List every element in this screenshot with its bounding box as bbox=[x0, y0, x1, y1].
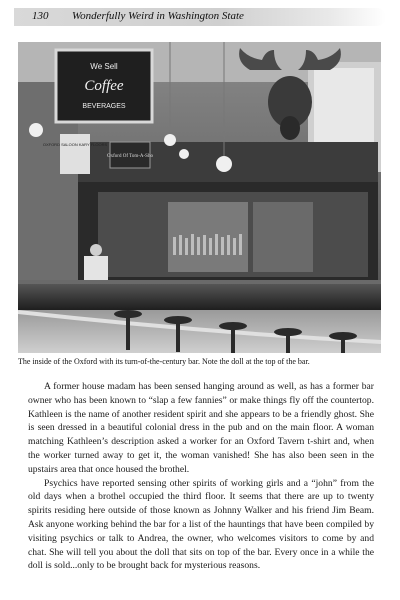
running-header bbox=[14, 8, 386, 26]
neon-sign-brand: Coffee bbox=[84, 78, 124, 94]
body-text bbox=[28, 380, 374, 573]
neon-sign-beverages: BEVERAGES bbox=[82, 103, 126, 110]
photo-caption: The inside of the Oxford with its turn-of-the-century bar. Note the doll at the top of the bar. bbox=[18, 357, 310, 366]
bar-photo bbox=[18, 42, 381, 353]
page-number: 130 bbox=[32, 10, 49, 22]
book-title: Wonderfully Weird in Washington State bbox=[72, 10, 244, 22]
neon-sign-we-sell: We Sell bbox=[90, 62, 118, 71]
oxford-sign: Oxford Of Tom-A-Sho bbox=[107, 154, 153, 159]
side-sign: OXFORD SALOON KARY FLOORS bbox=[42, 142, 108, 147]
paragraph: A former house madam has been sensed hanging around as well, as has a former bar owner who has been known to “slap a few fannies” or make things fly off the countertop. Kathleen is the name of another resident spirit and she appears to be a friendly ghost. She is seen dressed in a beautiful colonial dress in the pub and on the main floor. A woman matching Kathleen’s description asked a worker for an Oxford Tavern t-shirt and, when the worker turned away to get it, the woman vanished! She has also been seen in the upstairs area that once housed the brothel. bbox=[28, 381, 374, 475]
paragraph: Psychics have reported sensing other spirits of working girls and a “john” from the old days when a brothel occupied the third floor. It seems that there are up to twenty spirits residing here outside of those known as Johnny Walker and his friend Jim Beam. Ask anyone working behind the bar for a list of the hauntings that have been compiled by visiting psychics or talk to Andrea, the owner, who welcomes visitors to come by and chat. She will tell you about the doll that sits on top of the bar. Every once in a while the doll is sold...only to be brought back for mysterious reasons. bbox=[28, 477, 374, 572]
